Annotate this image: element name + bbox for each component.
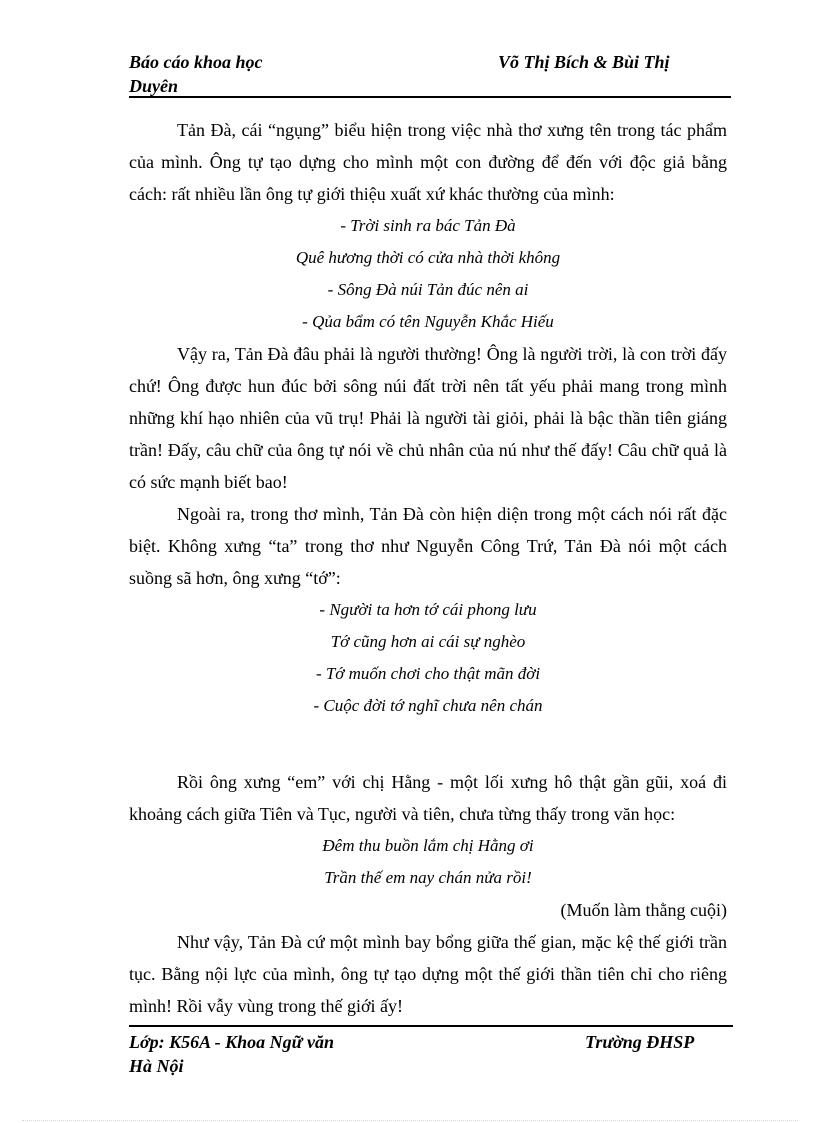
- verse-line: - Qủa bẩm có tên Nguyễn Khắc Hiếu: [302, 312, 554, 331]
- page-edge-dotted-line: [22, 1120, 798, 1121]
- footer-university-continued: Hà Nội: [129, 1056, 184, 1076]
- blank-space: [129, 722, 727, 766]
- header-rule: [129, 96, 731, 98]
- footer-university: Trường ĐHSP: [585, 1032, 695, 1052]
- page-body: [129, 114, 727, 1022]
- footer-rule: [129, 1025, 733, 1027]
- verse-line: Quê hương thời có cửa nhà thời không: [295, 248, 561, 267]
- verse-line: Đêm thu buồn lắm chị Hằng ơi: [322, 836, 534, 855]
- verse-line: - Tớ muốn chơi cho thật mãn đời: [315, 664, 541, 683]
- header-authors: Võ Thị Bích & Bùi Thị: [498, 52, 670, 72]
- poem-attribution: (Muốn làm thằng cuội): [560, 900, 727, 920]
- paragraph-2: Vậy ra, Tản Đà đâu phải là người thường! Ông là người trời, là con trời đấy chứ! Ông được hun đúc bởi sông núi đất trời nên tất yếu phải mang trong mình những khí hạo nhiên của vũ trụ! Phải là người tài giỏi, phải là bậc thần tiên giáng trần! Đấy, câu chữ của ông tự nói về chủ nhân của nú như thế đấy! Câu chữ quả là có sức mạnh biết bao!: [129, 344, 727, 492]
- verse-line: - Người ta hơn tớ cái phong lưu: [319, 600, 537, 619]
- paragraph-4: Rồi ông xưng “em” với chị Hằng - một lối xưng hô thật gần gũi, xoá đi khoảng cách giữa Tiên và Tục, người và tiên, chưa từng thấy trong văn học:: [129, 772, 727, 824]
- verse-line: - Cuộc đời tớ nghĩ chưa nên chán: [313, 696, 543, 715]
- footer-class-info: Lớp: K56A - Khoa Ngữ văn: [129, 1032, 334, 1052]
- paragraph-5: Như vậy, Tản Đà cứ một mình bay bổng giữa thế gian, mặc kệ thế giới trần tục. Bằng nội lực của mình, ông tự tạo dựng một thế giới thần tiên chỉ cho riêng mình! Rồi vẫy vùng trong thế giới ấy!: [129, 932, 727, 1016]
- paragraph-3: Ngoài ra, trong thơ mình, Tản Đà còn hiện diện trong một cách nói rất đặc biệt. Không xưng “ta” trong thơ như Nguyễn Công Trứ, Tản Đà nói một cách suồng sã hơn, ông xưng “tớ”:: [129, 504, 727, 588]
- header-authors-continued: Duyên: [129, 76, 178, 96]
- verse-line: - Sông Đà núi Tản đúc nên ai: [327, 280, 529, 299]
- verse-line: Tớ cũng hơn ai cái sự nghèo: [330, 632, 526, 651]
- paragraph-1: Tản Đà, cái “ngụng” biểu hiện trong việc nhà thơ xưng tên trong tác phẩm của mình. Ông tự tạo dựng cho mình một con đường để đến với độc giả bằng cách: rất nhiều lần ông tự giới thiệu xuất xứ khác thường của mình:: [129, 120, 727, 204]
- verse-line: - Trời sinh ra bác Tản Đà: [340, 216, 516, 235]
- header-report-title: Báo cáo khoa học: [129, 52, 263, 72]
- verse-line: Trần thế em nay chán nửa rồi!: [324, 868, 532, 887]
